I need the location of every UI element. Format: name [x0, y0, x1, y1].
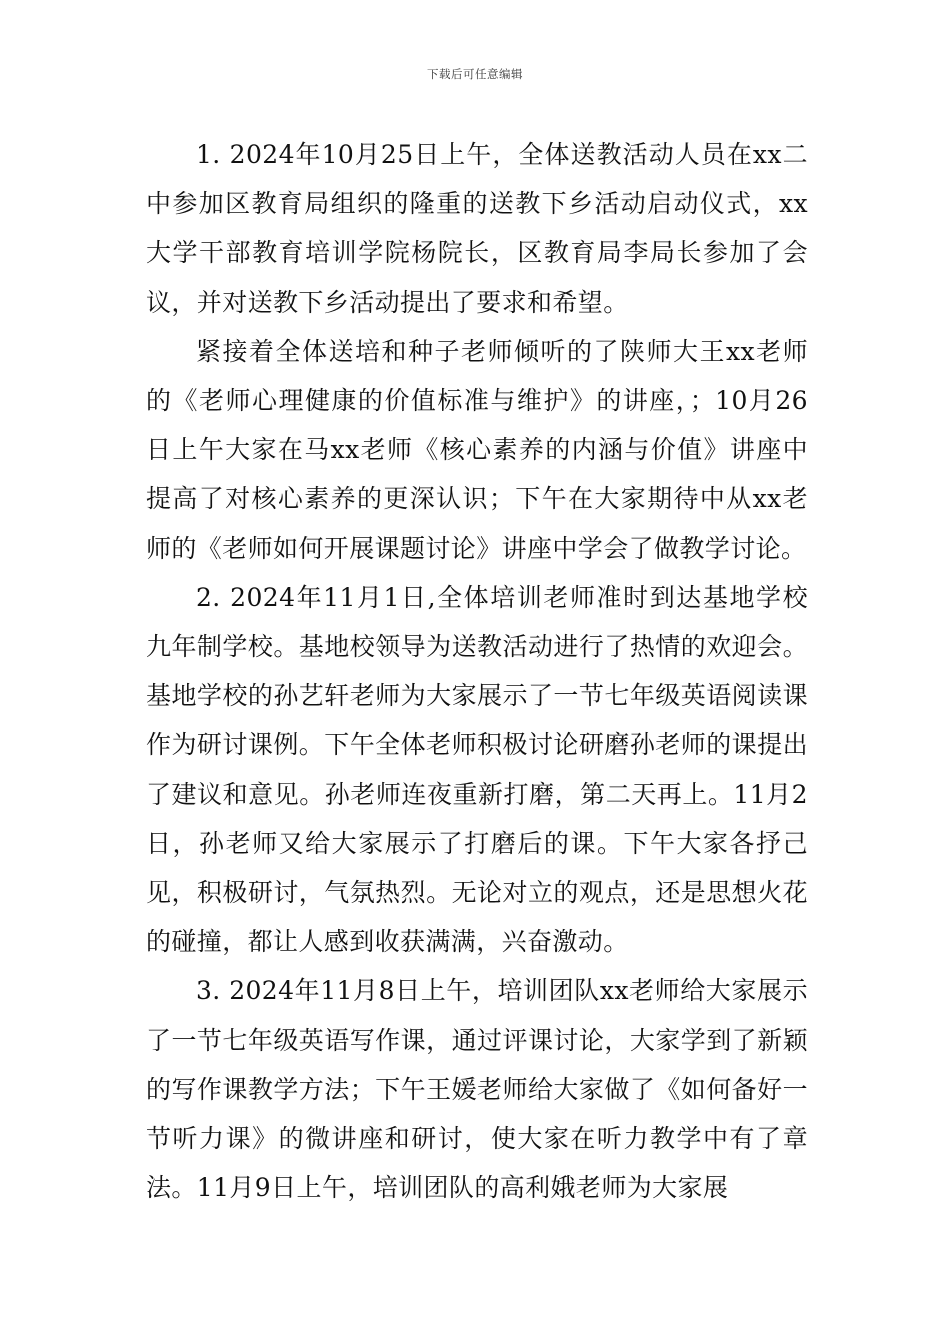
- paragraph-1: 1. 2024年10月25日上午，全体送教活动人员在xx二中参加区教育局组织的隆重的送教下乡活动启动仪式，xx大学干部教育培训学院杨院长，区教育局李局长参加了会议，并对送教下乡活动提出了要求和希望。: [146, 140, 808, 317]
- document-body: [146, 130, 808, 1212]
- paragraph-4: 3. 2024年11月8日上午，培训团队xx老师给大家展示了一节七年级英语写作课，通过评课讨论，大家学到了新颖的写作课教学方法；下午王媛老师给大家做了《如何备好一节听力课》的微讲座和研讨，使大家在听力教学中有了章法。11月9日上午，培训团队的高利娥老师为大家展: [146, 976, 808, 1203]
- page-header: 下载后可任意编辑: [427, 67, 523, 81]
- paragraph-3: 2. 2024年11月1日,全体培训老师准时到达基地学校九年制学校。基地校领导为送教活动进行了热情的欢迎会。基地学校的孙艺轩老师为大家展示了一节七年级英语阅读课作为研讨课例。下午全体老师积极讨论研磨孙老师的课提出了建议和意见。孙老师连夜重新打磨，第二天再上。11月2日，孙老师又给大家展示了打磨后的课。下午大家各抒己见，积极研讨，气氛热烈。无论对立的观点，还是思想火花的碰撞，都让人感到收获满满，兴奋激动。: [146, 582, 808, 957]
- paragraph-2: 紧接着全体送培和种子老师倾听的了陕师大王xx老师的《老师心理健康的价值标准与维护》的讲座，；10月26日上午大家在马xx老师《核心素养的内涵与价值》讲座中提高了对核心素养的更深认识；下午在大家期待中从xx老师的《老师如何开展课题讨论》讲座中学会了做教学讨论。: [146, 336, 808, 563]
